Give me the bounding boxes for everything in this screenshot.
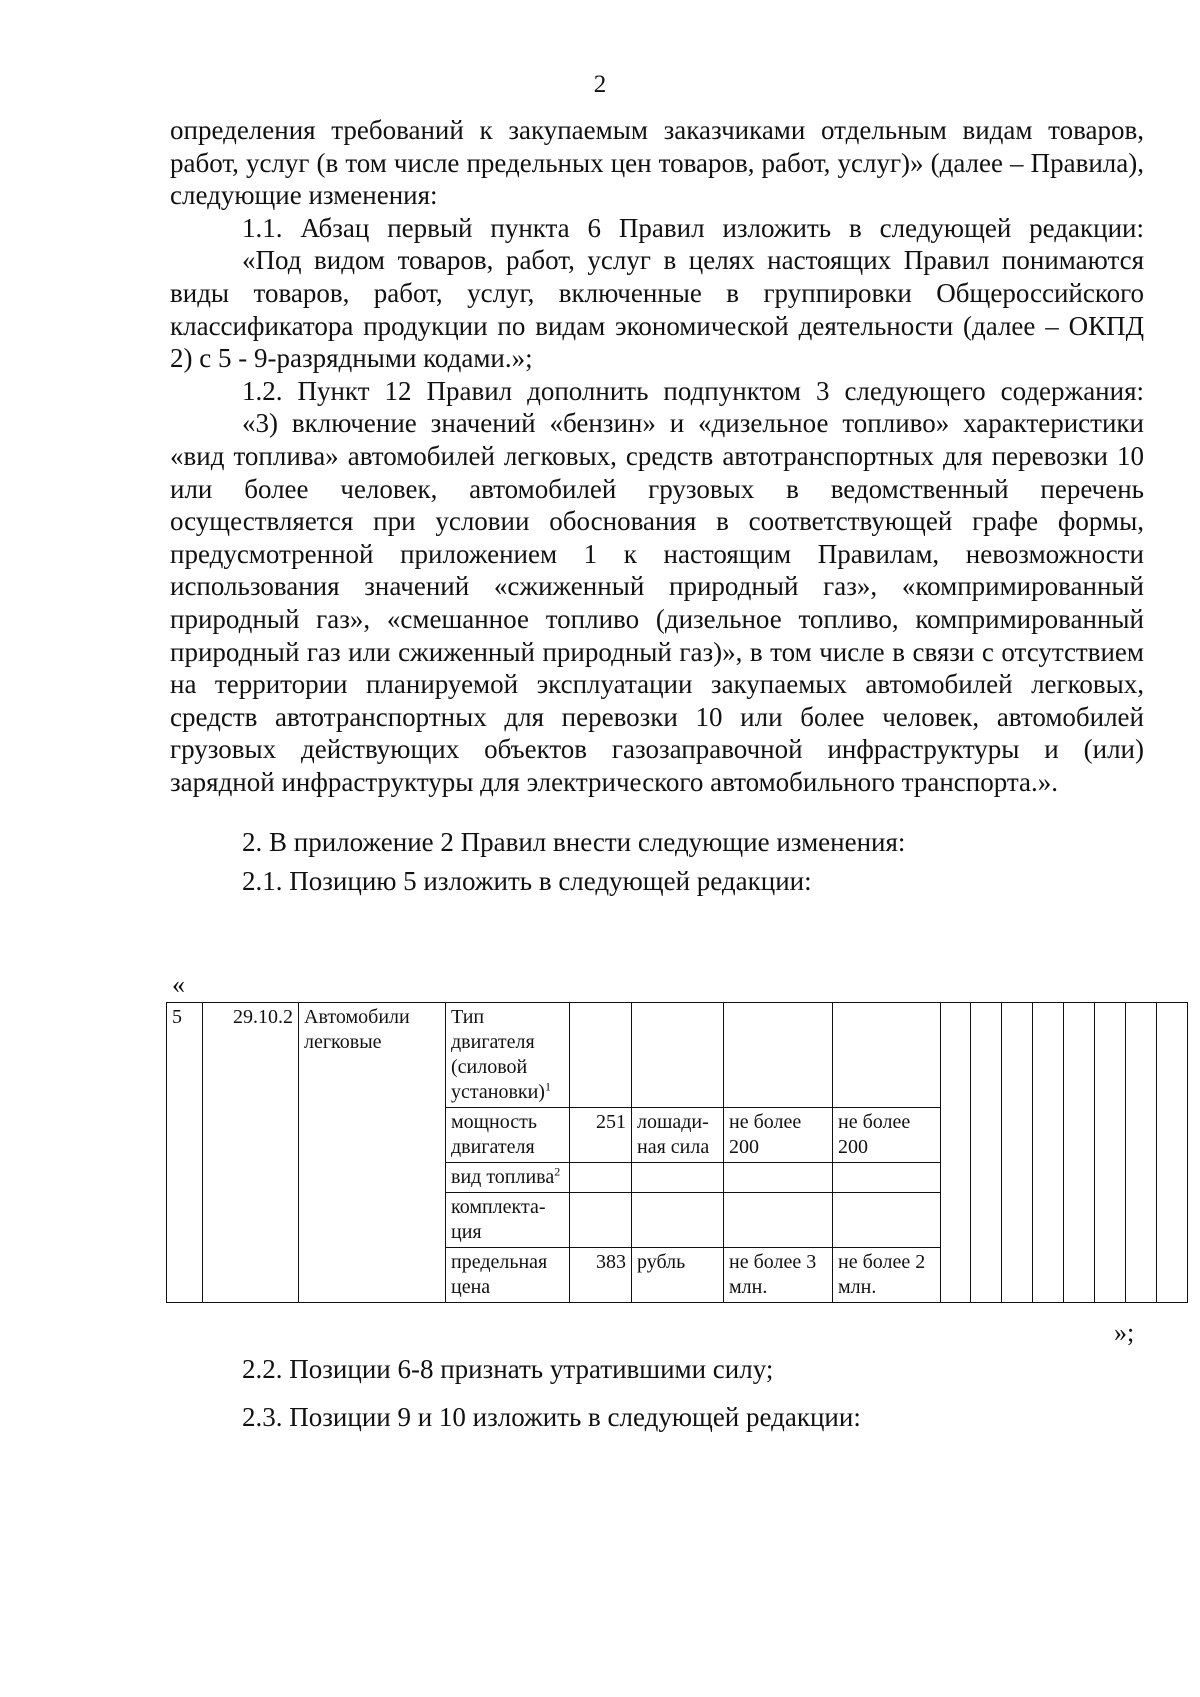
paragraph-2-2: 2.2. Позиции 6-8 признать утратившими силу; — [242, 1354, 774, 1384]
paragraph-1-1: 1.1. Абзац первый пункта 6 Правил изложить в следующей редакции: — [242, 212, 1144, 243]
characteristic-cell: комплекта-ция — [446, 1193, 570, 1248]
page-number: 2 — [593, 71, 607, 98]
value-b-cell — [833, 1193, 941, 1248]
characteristic-cell: Тип двигателя (силовой установки)$^1$ — [446, 1003, 570, 1108]
okei-code-cell: 383 — [570, 1248, 632, 1303]
okei-code-cell — [570, 1163, 632, 1193]
value-b-cell: не более 200 — [833, 1108, 941, 1163]
position-number-cell: 5 — [167, 1003, 203, 1303]
value-b-cell — [833, 1163, 941, 1193]
okei-code-cell — [570, 1193, 632, 1248]
empty-cell — [1157, 1003, 1188, 1303]
unit-cell — [632, 1163, 724, 1193]
unit-cell — [632, 1003, 724, 1108]
document-tail — [170, 1352, 1144, 1448]
document-body — [170, 114, 1144, 898]
paragraph-1-2: 1.2. Пункт 12 Правил дополнить подпунктом 3 следующего содержания: — [242, 375, 1144, 406]
unit-cell: рубль — [632, 1248, 724, 1303]
product-name-cell: Автомобили легковые — [299, 1003, 446, 1303]
footnote-marker: 2 — [554, 1164, 561, 1179]
value-b-cell: не более 2 млн. — [833, 1248, 941, 1303]
closing-quote: »; — [1114, 1318, 1135, 1347]
paragraph-2-1: 2.1. Позицию 5 изложить в следующей редакции: — [242, 866, 812, 897]
paragraph-continuation: определения требований к закупаемым заказчиками отдельным видам товаров, работ, услуг (в том числе предельных цен товаров, работ, услуг)» (далее – Правила), следующие изменения: — [170, 115, 1144, 211]
value-a-cell — [724, 1193, 833, 1248]
unit-cell: лошади-ная сила — [632, 1108, 724, 1163]
okei-code-cell — [570, 1003, 632, 1108]
opening-quote: « — [172, 970, 185, 999]
empty-cell — [941, 1003, 971, 1303]
okpd-code-cell: 29.10.2 — [203, 1003, 299, 1303]
value-a-cell: не более 3 млн. — [724, 1248, 833, 1303]
value-b-cell — [833, 1003, 941, 1108]
okei-code-cell: 251 — [570, 1108, 632, 1163]
empty-cell — [971, 1003, 1002, 1303]
paragraph-2: 2. В приложение 2 Правил внести следующие изменения: — [242, 827, 906, 858]
empty-cell — [1064, 1003, 1095, 1303]
characteristic-cell: предельная цена — [446, 1248, 570, 1303]
value-a-cell — [724, 1163, 833, 1193]
paragraph-1-1-text: «Под видом товаров, работ, услуг в целях настоящих Правил понимаются виды товаров, работ, услуг, включенные в группировки Общероссийского классификатора продукции по видам экономической деятельности (далее – ОКПД 2) с 5 - 9-разрядными кодами.»; — [170, 245, 1144, 374]
paragraph-1-2-text: «3) включение значений «бензин» и «дизельное топливо» характеристики «вид топлива» автомобилей легковых, средств автотранспортных для перевозки 10 или более человек, автомобилей грузовых в ведомственный перечень осуществляется при условии обоснования в соответствующей графе формы, предусмотренной приложением 1 к настоящим Правилам, невозможности использования значений «сжиженный природный газ», «компримированный природный газ», «смешанное топливо (дизельное топливо, компримированный природный газ или сжиженный природный газ)», в том числе в связи с отсутствием на территории планируемой эксплуатации закупаемых автомобилей легковых, средств автотранспортных для перевозки 10 или более человек, автомобилей грузовых действующих объектов газозаправочной инфраструктуры и (или) зарядной инфраструктуры для электрического автомобильного транспорта.». — [170, 408, 1144, 797]
footnote-marker: 1 — [544, 1079, 551, 1094]
paragraph-2-3: 2.3. Позиции 9 и 10 изложить в следующей редакции: — [242, 1402, 861, 1432]
table-row — [167, 1003, 1188, 1108]
value-a-cell: не более 200 — [724, 1108, 833, 1163]
empty-cell — [1002, 1003, 1033, 1303]
position-table — [166, 1002, 1188, 1303]
characteristic-cell: вид топлива$^2$ — [446, 1163, 570, 1193]
characteristic-cell: мощность двигателя — [446, 1108, 570, 1163]
empty-cell — [1033, 1003, 1064, 1303]
unit-cell — [632, 1193, 724, 1248]
empty-cell — [1126, 1003, 1157, 1303]
value-a-cell — [724, 1003, 833, 1108]
empty-cell — [1095, 1003, 1126, 1303]
